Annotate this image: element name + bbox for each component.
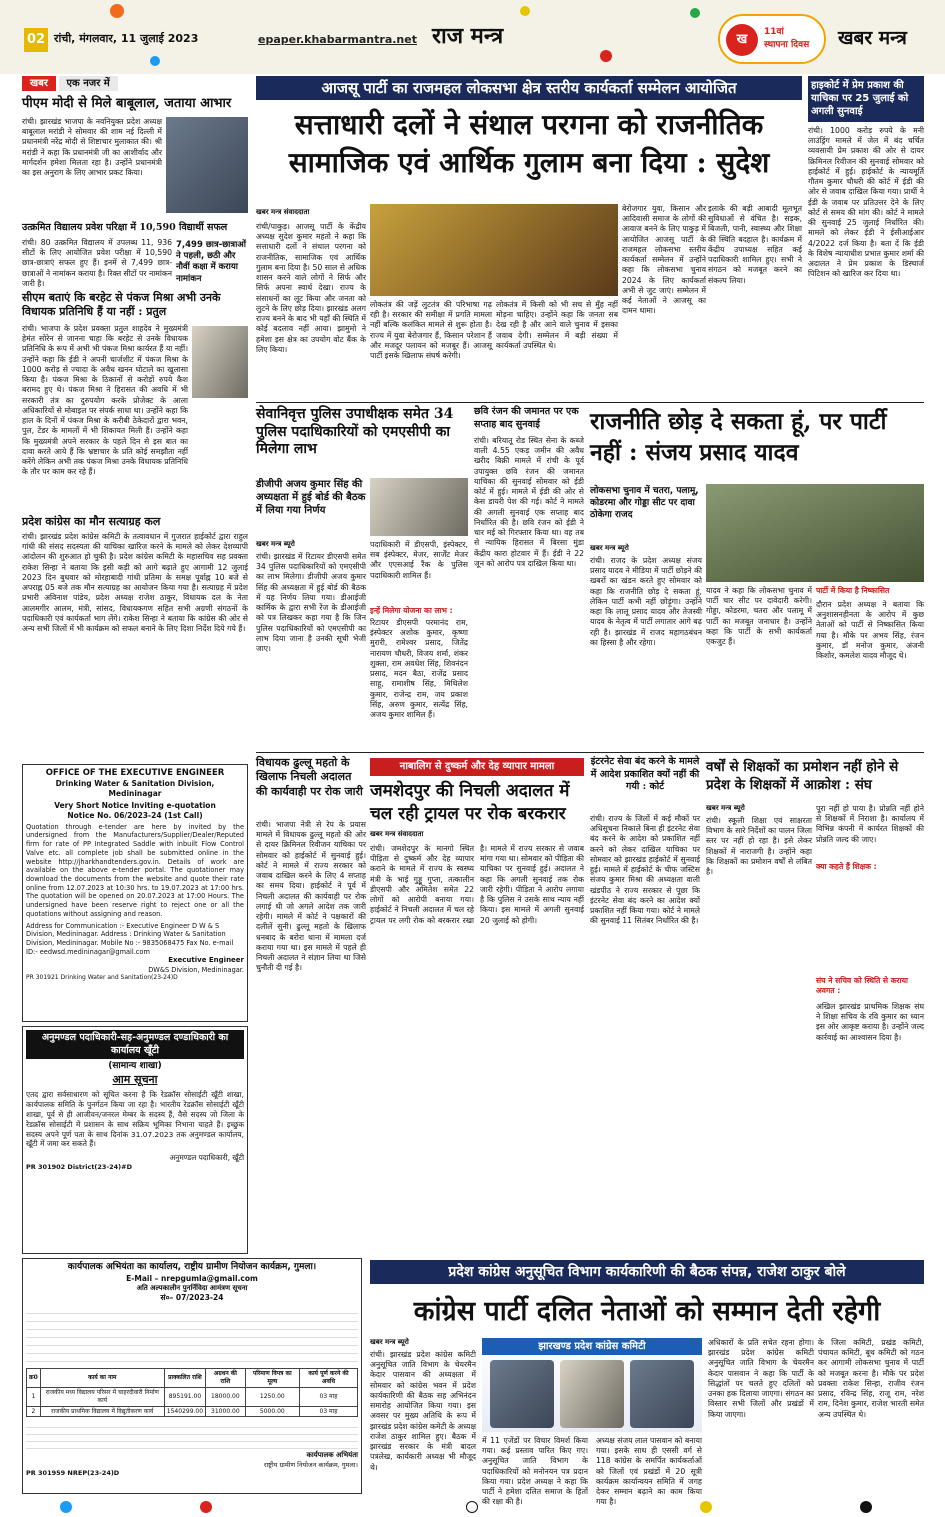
ad-ee-sub: Drinking Water & Sanitation Division, — [55, 779, 215, 789]
ad-nrep-col: क्र0 — [27, 1368, 41, 1387]
ad-ee-body: Quotation through e-tender are here by invited by the undersigned from the Manufacturers/Supplier/Dealer/Reputed firm for rate of PP Integrated Saddle with inbuilt Flow Control Valve etc. all complete job shall be submitted online in the website http://jharkhandtenders.gov.in. Details of work are available on the above e-tender portal. The quotationer may download the documents from the website and quote their rate online from 12.07.2023 at 10:30 hrs. to 19.07.2023 at 17:00 hrs. The quotation will be opened on 20.07.2023 at 17:00 Hours. The undersigned have been reserve right to reject one or all the quotations without assigning and reason. — [26, 822, 244, 918]
nazar-2-headline: उत्क्रमित विद्यालय प्रवेश परिक्षा में 10,590 विद्यार्थी सफल — [22, 222, 228, 233]
jamshedpur-byline: खबर मन्त्र संवाददाता — [370, 830, 424, 838]
modi-babulal-photo — [166, 117, 248, 213]
table-cell: 5000.00 — [245, 1406, 299, 1417]
congress-strap: प्रदेश कांग्रेस अनुसूचित विभाग कार्यकारिणी की बैठक संपन्न, राजेश ठाकुर बोले — [370, 1260, 924, 1284]
table-row — [27, 1406, 358, 1417]
ad-executive-engineer — [22, 764, 248, 1022]
sanjay-subhead: पार्टी में किया है निष्कासित — [816, 586, 890, 595]
masthead — [0, 0, 945, 74]
khabar-mantra-logo-icon: ख — [726, 24, 758, 56]
ad-khunti-sign: अनुमण्डल पदाधिकारी, खूँटी — [169, 1153, 244, 1163]
page-number: 02 — [24, 28, 48, 52]
table-cell: 895191.00 — [164, 1387, 205, 1406]
badge-year: 11वां — [764, 27, 784, 37]
sanjay-photo — [706, 484, 924, 582]
police-byline: खबर मन्त्र ब्यूरो — [256, 540, 295, 548]
chhavi-headline: छवि रंजन की जमानत पर एक सप्ताह बाद सुनवाई — [474, 406, 579, 430]
jamshedpur-body: रांची। जमशेदपुर के मानगो स्थित पीड़िता से दुष्कर्म और देह व्यापार कराने के मामले में राज्य के स्वस्थ्य मंत्री के भाई गुड्डू गुप्ता, तत्कालीन डीएसपी और अमितेश समेत 22 लोगों को आरोपी बनाया गया। हाईकोर्ट ने निचली अदालत में चल रहे ट्रायल पर लगी रोक को बरकरार रखा है। मामले में राज्य सरकार से जवाब मांगा गया था। सोमवार को पीड़िता की याचिका पर सुनवाई हुई। अदालत ने कहा कि अगली सुनवाई तक रोक जारी रहेगी। पीड़िता ने आरोप लगाया है कि पुलिस ने उसके साथ न्याय नहीं किया। इस मामले में अगली सुनवाई 20 जुलाई को होगी। — [370, 844, 584, 925]
congress-leader-photo — [490, 1360, 554, 1428]
dhullu-headline: विधायक ढुल्लू महतो के खिलाफ निचली अदालत की कार्यवाही पर रोक जारी — [256, 756, 363, 798]
ad-nrep-col: अग्रधन की राशि — [206, 1368, 246, 1387]
ad-nrep-col: परिमाण विपत्र का मूल्य — [245, 1368, 299, 1387]
congress-col3: अध्यक्ष संजय लाल पासवान को बनाया गया। इसके साथ ही एससी वर्ग से 118 कांग्रेस के समर्पित कार्यकर्ताओं को जिलों एवं प्रखंडों में 20 सूत्री कार्यक्रम कार्यान्वयन समिति में जगह देकर सम्मान बढ़ाने का काम किया गया है। — [596, 1436, 702, 1507]
nazar-1-headline: पीएम मोदी से मिले बाबूलाल, जताया आभार — [22, 96, 232, 111]
table-cell: 03 माह — [299, 1387, 357, 1406]
anniversary-badge — [718, 14, 826, 64]
ad-ee-address: Address for Communication :- Executive Engineer D W & S Division, Medininagar. Address : Drinking Water & Sanitation Division, Medininagar. Mobile No :- 9835068475 Fax No. e-mail ID:- eedwsd.medininagar@gmail.com — [26, 921, 234, 956]
police-col2: पदाधिकारी में डीएसपी, इंस्पेक्टर, सब इंस्पेक्टर, मेजर, सार्जेंट मेजर और एएसआई रैंक के पुलिस पदाधिकारी शामिल हैं। — [370, 540, 468, 580]
epaper-link[interactable]: epaper.khabarmantra.net — [258, 33, 417, 46]
ad-nrep-email: E-Mail – nrepgumla@gmail.com — [126, 1273, 258, 1283]
police-side: डीजीपी अजय कुमार सिंह की अध्यक्षता में हुई बोर्ड की बैठक में लिया गया निर्णय — [256, 479, 366, 517]
hc-right-body: रांची। 1000 करोड़ रुपये के मनी लाउंड्रिंग मामले में जेल में बंद चर्चित व्यवसायी प्रेम प्रकाश की ओर से दायर क्रिमिनल रिवीजन की सुनवाई सोमवार को हाईकोर्ट में हुई। हाईकोर्ट के न्यायमूर्ति गौतम कुमार चौधरी की कोर्ट में ईडी की ओर से जवाब दाखिल किया गया। प्रार्थी ने ईडी के जवाब पर प्रतिउत्तर देने के लिए कोर्ट से समय की मांग की। कोर्ट ने मामले की सुनवाई 25 जुलाई निर्धारित की। मामले को लेकर ईडी ने ईसीआईआर 4/2022 दर्ज किया है। बता दें कि ईडी के विशेष न्यायाधीश प्रभात कुमार शर्मा की अदालत ने प्रेम प्रकाश के डिस्चार्ज पिटिशन को खारिज कर दिया था। — [808, 126, 924, 279]
ad-nrep-sub: अति अल्पकालीन पुनर्निविदा आमंत्रण सूचना — [136, 1283, 248, 1292]
nazar-kicker: खबर — [22, 76, 56, 91]
teachers-subhead-2: संघ ने सचिव को स्थिति से कराया अवगत : — [816, 976, 908, 996]
lead-col3: लोकतंत्र में किसी को भी सच से मुँह नहीं मोड़ना चाहिए। उन्होंने कहा कि जनता सब देख रही है और आने वाले चुनाव में इसका जवाब देगी। सम्मेलन में बड़ी संख्या में कार्यकर्ता उपस्थित थे। — [496, 300, 618, 350]
ad-nrep-gumla — [22, 1258, 362, 1494]
internet-headline: इंटरनेट सेवा बंद करने के मामले में आदेश प्रकाशित क्यों नहीं की गयी : कोर्ट — [590, 756, 700, 793]
ad-ee-number: Notice No. 06/2023-24 (1st Call) — [67, 810, 203, 820]
nazar-2-side: 7,499 छात्र-छात्राओं ने पहली, छठी और नौवीं कक्षा में कराया नामांकन — [176, 240, 246, 284]
lead-col1: रांची/पाकुड़। आजसू पार्टी के केंद्रीय अध्यक्ष सुदेश कुमार महतो ने कहा कि सत्ताधारी दलों ने संथाल परगना को राजनीतिक, सामाजिक एवं आर्थिक गुलाम बना दिया है। 50 साल से अधिक शासन करने वाले लोगों ने सिर्फ और सिर्फ अपना स्वार्थ देखा। राज्य के संसाधनों का लूट किया और जनता को लुटने के लिए छोड़ दिया। झारखंड अलग राज्य बनने के बाद भी यहाँ की स्थिति में कोई बदलाव नहीं आया। झामुमो ने हमेशा इस क्षेत्र का उपयोग वोट बैंक के लिए किया। — [256, 222, 366, 354]
nazar-kicker-2: एक नजर में — [59, 76, 118, 91]
lead-headline: सत्ताधारी दलों ने संथाल परगना को राजनीतिक सामाजिक एवं आर्थिक गुलाम बना दिया : सुदेश — [288, 108, 770, 179]
police-col1: रांची। झारखंड में रिटायर डीएसपी समेत 34 पुलिस पदाधिकारियों को एमएसीपी का लाभ मिलेगा। डीजीपी अजय कुमार सिंह की अध्यक्षता में हुई बोर्ड की बैठक में यह निर्णय लिया गया। डीआईजी कार्मिक के द्वारा सभी रेंज के डीआईजी को पत्र लिखकर कहा गया है कि जिन पुलिस पदाधिकारियों को एमएसीपी का लाभ दिया जाना है उनकी सूची भेजी जाए। — [256, 552, 366, 654]
table-cell: राजकीय प्राथमिक विद्यालय में विद्युतीकरण कार्य — [40, 1406, 164, 1417]
police-col2b: रिटायर डीएसपी परमानंद राम, इंस्पेक्टर अशोक कुमार, कृष्णा मुरारी, रामेश्वर प्रसाद, जितेंद्र नारायण चौधरी, विजय शर्मा, शंकर शुक्ला, राम अवधेश सिंह, शिवनंदन प्रसाद, मदन बैठा, राजेंद्र प्रसाद साहू, रामाशीष सिंह, मिथिलेश कुमार, राजेन्द्र राम, जय प्रकाश सिंह, अरुण कुमार, सत्येंद्र सिंह, अजय कुमार शामिल हैं। — [370, 618, 468, 720]
jamshedpur-strap: नाबालिग से दुष्कर्म और देह व्यापार मामला — [370, 758, 584, 776]
ad-ee-notice: Very Short Notice Inviting e-quotation — [54, 801, 216, 810]
hc-right-headline: हाइकोर्ट में प्रेम प्रकाश की याचिका पर 25 जुलाई को अगली सुनवाई — [808, 76, 924, 122]
table-cell: 1250.00 — [245, 1387, 299, 1406]
color-registration-bar — [0, 1498, 945, 1517]
ad-khunti-body: एतद द्वारा सर्वसाधारण को सूचित करना है कि रेडक्रॉस सोसाईटी खूँटी शाखा, कार्यपालक समिति के पुनर्गठन किया जा रहा है। भारतीय रेडक्रॉस सोसाईटी खूँटी शाखा, पूर्व से ही आजीवन/जनरल मेम्बर के सदस्य हैं, वैसे सदस्य जो जिला के रेडक्रॉस सोसाईटी में प्रशासन के साथ सक्रिय भूमिका निभाना चाहते हैं। इच्छुक सदस्य अपने पूर्ण पता के साथ दिनांक 31.07.2023 तक अनुमण्डल कार्यालय, खूँटी में जमा कर सकते हैं। — [26, 1090, 244, 1149]
table-row — [27, 1387, 358, 1406]
teachers-headline: वर्षों से शिक्षकों का प्रमोशन नहीं होने से प्रदेश के शिक्षकों में आक्रोश : संघ — [706, 759, 899, 794]
ad-nrep-sign: कार्यपालक अभियंता — [306, 1451, 358, 1460]
nazar-2-body: रांची। 80 उत्क्रमित विद्यालय में उपलब्ध 11, 936 सीटों के लिए आयोजित प्रवेश परीक्षा में 10,590 छात्र-छात्राएं सफल हुए हैं। इनमें से 7,499 छात्र-छात्राओं ने नामांकन कराया है। रिक्त सीटों पर नामांकन जारी है। — [22, 238, 173, 288]
sanjay-byline: खबर मन्त्र ब्यूरो — [590, 544, 629, 552]
nazar-1-body: रांची। झारखंड भाजपा के नवनियुक्त प्रदेश अध्यक्ष बाबूलाल मरांडी ने सोमवार की शाम नई दिल्ली में प्रधानमंत्री नरेंद्र मोदी से शिष्टाचार मुलाकात की। श्री मरांडी ने कहा कि प्रधानमंत्री जी का आशीर्वाद और मार्गदर्शन हमेशा मिलता रहा है। उन्होंने प्रधानमंत्री का इस अनुराग के लिए आभार प्रकट किया। — [22, 117, 162, 178]
lead-photo — [370, 204, 618, 296]
ad-nrep-details-list — [26, 1306, 358, 1364]
police-subhead: इन्हें मिलेगा योजना का लाभ : — [370, 606, 453, 615]
congress-col5: के जिला कमिटी, प्रखंड कमिटी, पंचायत कमिटी, बूथ कमिटी को गठन कर आगामी लोकसभा चुनाव में पार्टी को मजबूत करना है। मौके पर प्रदेश प्रवक्ता राकेश सिन्हा, राजीव रंजन प्रसाद, रविन्द्र सिंह, राजू राम, नरेश राम, दिनेश कुमार, राजेश भारती समेत अन्य उपस्थित थे। — [818, 1338, 924, 1419]
ad-khunti-pr: PR 301902 District(23-24)#D — [26, 1162, 132, 1171]
congress-headline: कांग्रेस पार्टी दलित नेताओं को सम्मान देती रहेगी — [413, 1296, 881, 1327]
lead-col4: बेरोजगार युवा, किसान और आदिवासी समाज के लोगों की आवाज बनने के लिए पाकुड़ में आयोजित आजसू पार्टी के राजमहल लोकसभा स्तरीय कार्यकर्ता सम्मेलन में उन्होंने कहा कि लोकसभा चुनाव 2024 के लिए कार्यकर्ता अभी से जुट जाएं। सम्मेलन में कई नेताओं ने आजसू का दामन थामा। — [622, 204, 706, 316]
sanjay-col4: दौरान प्रदेश अध्यक्ष ने बताया कि अनुशासनहीनता के आरोप में कुछ नेताओं को पार्टी से निष्कासित किया गया है। मौके पर अभय सिंह, रंजन कुमार, डॉ मनोज कुमार, अंजनी किशोर, कमलेश यादव मौजूद थे। — [816, 600, 924, 661]
lead-strap: आजसू पार्टी का राजमहल लोकसभा क्षेत्र स्तरीय कार्यकर्ता सम्मेलन आयोजित — [256, 76, 802, 100]
police-headline: सेवानिवृत्त पुलिस उपाधीक्षक समेत 34 पुलिस पदाधिकारियों को एमएसीपी का मिलेगा लाभ — [256, 406, 454, 457]
ad-nrep-col: प्राक्कलित राशि — [164, 1368, 205, 1387]
ad-khunti-sub: (सामान्य शाखा) — [108, 1061, 162, 1072]
ad-nrep-col: कार्य का नाम — [40, 1368, 164, 1387]
teachers-col1: रांची। स्कूली शिक्षा एवं साक्षरता विभाग के सारे निर्देशों का पालन जिला स्तर पर नहीं हो रहा है। इसे लेकर शिक्षकों में नाराजगी है। उन्होंने कहा कि शिक्षकों का प्रमोशन वर्षों से लंबित है। — [706, 816, 812, 877]
ad-nrep-pr: PR 301959 NREP(23-24)D — [26, 1469, 120, 1478]
ad-ee-place: Medininagar — [108, 789, 162, 799]
sanjay-deck: लोकसभा चुनाव में चतरा, पलामू, कोडरमा और गोड्डा सीट पर दावा ठोकेगा राजद — [590, 486, 699, 520]
congress-leader-photo — [560, 1360, 624, 1428]
dateline: रांची, मंगलवार, 11 जुलाई 2023 — [54, 32, 199, 45]
dgp-photo — [370, 478, 468, 536]
ad-nrep-table — [26, 1368, 358, 1418]
sanjay-col2: यादव ने कहा कि लोकसभा चुनाव में पार्टी चार सीट पर दावेदारी करेगी। गोड्डा, कोडरमा, चतरा और पलामू में पार्टी का मजबूत जनाधार है। उन्होंने कहा कि पार्टी के सभी कार्यकर्ता एकजुट हैं। — [706, 586, 812, 647]
ad-khunti — [22, 1026, 248, 1254]
lead-col5: इलाके की बड़ी आबादी मूलभूत सुविधाओं से वंचित है। सड़क, बिजली, पानी, स्वास्थ्य और शिक्षा की स्थिति बदहाल है। कार्यक्रम में केंद्रीय उपाध्यक्ष सहित कई पदाधिकारी शामिल हुए। सभी ने संगठन को मजबूत करने का संकल्प लिया। — [708, 204, 802, 285]
ad-ee-sign2: DW&S Division, Medininagar. — [148, 965, 244, 974]
table-cell: 31000.00 — [206, 1406, 246, 1417]
congress-banner: झारखण्ड प्रदेश कांग्रेस कमिटी — [482, 1338, 702, 1355]
nazar-kicker-row — [22, 76, 248, 94]
internet-body: रांची। राज्य के जिलों में कई मौकों पर अधिसूचना निकाले बिना ही इंटरनेट सेवा बंद करने के आदेश को प्रकाशित नहीं करने को लेकर दाखिल याचिका पर सोमवार को झारखंड हाईकोर्ट में सुनवाई हुई। मामले में हाईकोर्ट के चीफ जस्टिस संजय कुमार मिश्रा की अध्यक्षता वाली खंडपीठ ने राज्य सरकार से पूछा कि इंटरनेट सेवा बंद करने का आदेश क्यों प्रकाशित नहीं किया गया। कोर्ट ने मामले की सुनवाई 11 सितंबर निर्धारित की है। — [590, 814, 700, 926]
sanjay-headline: राजनीति छोड़ दे सकता हूं, पर पार्टी नहीं : संजय प्रसाद यादव — [590, 408, 887, 467]
table-cell: 2 — [27, 1406, 41, 1417]
table-cell: 1 — [27, 1387, 41, 1406]
lead-col2: लोकतंत्र की जड़ें लुटतंत्र की परिभाषा गढ़ रही है। सरकार की समीक्षा में प्रगति मामला नहीं बल्कि कलंकित मामले से शुरू होता है। राज्य में युवा बेरोजगार हैं, किसान परेशान हैं और मजदूर पलायन को मजबूर हैं। आजसू पार्टी इसके खिलाफ संघर्ष करेगी। — [370, 300, 492, 361]
ad-khunti-title: अनुमण्डल पदाधिकारी-सह-अनुमण्डल दण्डाधिकारी का कार्यालय खूँटी — [26, 1030, 244, 1059]
teachers-col3: अखिल झारखंड प्राथमिक शिक्षक संघ ने शिक्षा सचिव के रवि कुमार का ध्यान इस ओर आकृष्ट कराया है। उन्होंने जल्द कार्रवाई का आश्वासन दिया है। — [816, 1002, 924, 1042]
pratul-photo — [192, 326, 248, 398]
ad-nrep-header-row — [27, 1368, 358, 1387]
table-cell: राजकीय मध्य विद्यालय परिसर में चाहरदीवारी निर्माण कार्य — [40, 1387, 164, 1406]
teachers-col2: पूरा नहीं हो पाया है। प्रोन्नति नहीं होने से शिक्षकों में निराशा है। कार्यालय में विभिन्न कंपनी में कार्यरत शिक्षकों की प्रोन्नति जल्द की जाए। — [816, 804, 924, 844]
dhullu-body: रांची। भाजपा नेत्री से रेप के प्रयास मामले में विधायक ढुल्लू महतो की ओर से दायर क्रिमिनल रिवीजन याचिका पर सोमवार को हाईकोर्ट में सुनवाई हुई। कोर्ट ने मामले में राज्य सरकार को जवाब दाखिल करने के लिए 4 सप्ताह का समय दिया। हाईकोर्ट ने पूर्व में निचली अदालत की कार्यवाही पर रोक लगाई थी जो अगले आदेश तक जारी रहेगी। मामले में कोर्ट ने पक्षकारों की दलीलें सुनी। ढुल्लू महतो के खिलाफ धनबाद के बरोरा थाना में मामला दर्ज कराया गया था। इस मामले में पहले ही निचली अदालत ने संज्ञान लिया था जिसे चुनौती दी गई है। — [256, 820, 366, 973]
ad-nrep-sign2: राष्ट्रीय ग्रामीण नियोजन कार्यक्रम, गुमला। — [263, 1460, 358, 1469]
congress-photo — [482, 1338, 702, 1432]
nazar-3-body: रांची। भाजपा के प्रदेश प्रवक्ता प्रतुल शाहदेव ने मुख्यमंत्री हेमंत सोरेन से जानना चाहा कि बरहेट से उनके विधायक प्रतिनिधि के रूप में अभी भी पंकज मिश्रा कार्यरत हैं या नहीं। उन्होंने कहा कि ईडी ने अपनी चार्जशीट में पंकज मिश्रा के 1000 करोड़ से ज्यादा के अवैध खनन घोटाले का खुलासा किया है। पंकज मिश्रा के ठिकानों से करोड़ों रुपये कैश बरामद हुए थे। पंकज मिश्रा ने हिरासत की अवधि में भी सरकारी तंत्र का दुरुपयोग करके प्रोजेक्ट के आला अधिकारियों से मोबाइल पर संपर्क साधा था। उन्होंने कहा कि हाल के दिनों में पंकज मिश्रा के करीबी ठेकेदारों द्वारा भवन, पुल, टेंडर के मामलों में भी शिकायत मिली हैं। उन्होंने कहा कि मुख्यमंत्री अपने सरकार के पहले दिन से इस बात का दावा करते आये हैं कि भ्रष्टाचार के प्रति कोई समझौता नहीं करेंगे लेकिन अभी तक पंकज मिश्रा उनके विधायक प्रतिनिधि के तौर पर काम कर रहे हैं। — [22, 324, 188, 477]
badge-label: स्थापना दिवस — [764, 40, 810, 50]
nazar-4-headline: प्रदेश कांग्रेस का मौन सत्याग्रह कल — [22, 515, 161, 528]
jamshedpur-headline: जमशेदपुर की निचली अदालत में चल रही ट्रायल पर रोक बरकरार — [370, 781, 570, 824]
ad-nrep-col: कार्य पूर्ण करने की अवधि — [299, 1368, 357, 1387]
sanjay-col1: रांची। राजद के प्रदेश अध्यक्ष संजय प्रसाद यादव ने मीडिया में पार्टी छोड़ने की खबरों का खंडन करते हुए सोमवार को कहा कि राजनीति छोड़ दे सकता हूं, लेकिन पार्टी कभी नहीं छोड़ूंगा। उन्होंने कहा कि लालू प्रसाद यादव और तेजस्वी यादव के नेतृत्व में पार्टी लगातार आगे बढ़ रही है। झारखंड में राजद महागठबंधन का हिस्सा है और रहेगा। — [590, 556, 702, 647]
ad-nrep-number: सं०– 07/2023-24 — [160, 1293, 224, 1302]
brand-logo: खबर मन्त्र — [838, 27, 907, 49]
lead-byline: खबर मन्त्र संवाददाता — [256, 208, 310, 216]
congress-col2: में 11 एजेंडों पर विचार विमर्श किया गया। कई प्रस्ताव पारित किए गए। अनुसूचित जाति विभाग के पदाधिकारियों को मनोनयन पत्र प्रदान किया गया। प्रदेश अध्यक्ष ने कहा कि पार्टी ने हमेशा दलित समाज के हितों की रक्षा की है। — [482, 1436, 588, 1507]
table-cell: 18000.00 — [206, 1387, 246, 1406]
ad-nrep-terms — [26, 1421, 358, 1451]
teachers-byline: खबर मन्त्र ब्यूरो — [706, 804, 745, 812]
congress-col4: अधिकारों के प्रति सचेत रहना होगा। झारखंड प्रदेश कांग्रेस कमिटी अनुसूचित जाति विभाग के चेयरमैन केदार पासवान ने कहा कि पार्टी के सिद्धांतों पर चलते हुए दलितों को उनका हक दिलाया जाएगा। संगठन का विस्तार सभी जिलों और प्रखंडों में किया जाएगा। — [708, 1338, 814, 1419]
congress-col1: रांची। झारखंड प्रदेश कांग्रेस कमिटी अनुसूचित जाति विभाग के चेयरमैन केदार पासवान की अध्यक्षता में सोमवार को कांग्रेस भवन में प्रदेश कार्यकारिणी की बैठक सह अभिनंदन समारोह आयोजित किया गया। इस अवसर पर मुख्य अतिथि के रूप में झारखंड प्रदेश कांग्रेस कमेटी के अध्यक्ष राजेश ठाकुर शामिल हुए। बैठक में झारखंड सरकार के मंत्री बादल पत्रलेख, कार्यकारी अध्यक्ष भी मौजूद थे। — [370, 1350, 476, 1472]
chhavi-body: रांची। बरियातू रोड स्थित सेना के कब्जे वाली 4.55 एकड़ जमीन की अवैध खरीद बिक्री मामले में रांची के पूर्व उपायुक्त छवि रंजन की जमानत याचिका की सुनवाई सोमवार को ईडी कोर्ट में हुई। मामले में ईडी की ओर से केस डायरी पेश की गई। कोर्ट ने मामले की अगली सुनवाई एक सप्ताह बाद निर्धारित की है। छवि रंजन को ईडी ने चार मई को गिरफ्तार किया था। वह तब से न्यायिक हिरासत में बिरसा मुंडा केंद्रीय कारा होटवार में हैं। ईडी ने 22 जून को आरोप पत्र दाखिल किया था। — [474, 436, 584, 568]
ad-ee-sign: Executive Engineer — [168, 956, 244, 965]
ad-ee-title: OFFICE OF THE EXECUTIVE ENGINEER — [45, 768, 225, 778]
congress-leader-photo — [630, 1360, 694, 1428]
section-brand: राज मन्त्र — [432, 23, 504, 49]
nazar-4-body: रांची। झारखंड प्रदेश कांग्रेस कमिटी के तत्वावधान में गुजरात हाईकोर्ट द्वारा राहुल गांधी की संसद सदस्यता की याचिका खारिज करने के मामले को लेकर देशव्यापी आंदोलन की शुरुआत हो चुकी है। प्रदेश कांग्रेस कमिटी के महासचिव सह प्रवक्ता राकेश सिन्हा ने बताया कि इसी कड़ी को आगे बढ़ाते हुए आगामी 12 जुलाई 2023 दिन बुधवार को मोरहाबादी गांधी प्रतिमा के समक्ष पूर्वाह्न 10 बजे से अपराह्न 05 बजे तक मौन सत्याग्रह का आयोजन किया गया है। सत्याग्रह में प्रदेश प्रभारी अविनाश पांडेय, प्रदेश अध्यक्ष राजेश ठाकुर, विधायक दल के नेता आलमगीर आलम, मंत्री, सांसद, विधायकगण सहित सभी अग्रणी संगठनों के पदाधिकारी एवं कार्यकर्ता भाग लेंगे। राकेश सिन्हा ने बताया कि कांग्रेस की ओर से अन्य सभी जिलों में भी कार्यक्रम को सफल बनाने के लिए दिशा निर्देश दिये गये हैं। — [22, 532, 248, 634]
ad-khunti-head: आम सूचना — [112, 1072, 158, 1086]
table-cell: 1540299.00 — [164, 1406, 205, 1417]
table-cell: 03 माह — [299, 1406, 357, 1417]
nazar-3-headline: सीएम बताएं कि बरहेट से पंकज मिश्रा अभी उनके विधायक प्रतिनिधि हैं या नहीं : प्रतुल — [22, 291, 221, 319]
ad-ee-pr: PR 301921 Drinking Water and Sanitation(23-24)D — [26, 974, 178, 982]
teachers-subhead: क्या कहते हैं शिक्षक : — [816, 862, 877, 871]
ad-nrep-title: कार्यपालक अभियंता का कार्यालय, राष्ट्रीय ग्रामीण नियोजन कार्यक्रम, गुमला। — [67, 1262, 317, 1272]
congress-byline: खबर मन्त्र ब्यूरो — [370, 1338, 409, 1346]
